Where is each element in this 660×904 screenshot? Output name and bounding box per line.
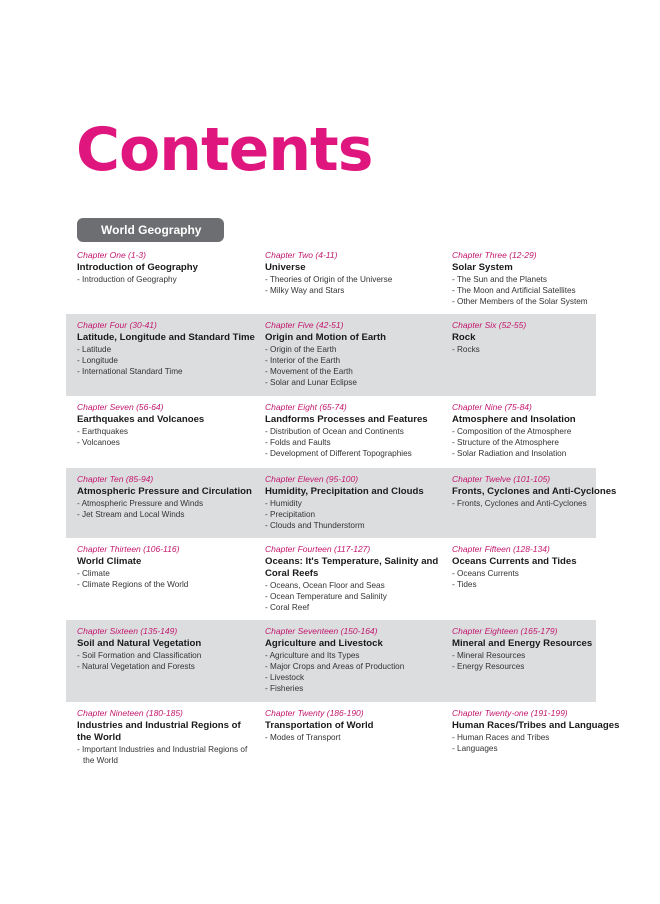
chapter-entry — [77, 708, 257, 766]
topic-item: - Other Members of the Solar System — [452, 296, 632, 307]
topic-list — [452, 732, 632, 754]
topic-list — [452, 568, 632, 590]
chapter-number: Chapter Nine — [452, 402, 503, 412]
topic-list — [265, 426, 445, 459]
chapter-label — [77, 320, 257, 331]
chapter-pages: (180-185) — [146, 708, 183, 718]
chapter-entry — [77, 250, 257, 285]
topic-item: - Important Industries and Industrial Regions of the World — [77, 744, 257, 766]
chapter-title: Atmospheric Pressure and Circulation — [77, 486, 252, 497]
chapter-label — [77, 402, 257, 413]
toc-row — [66, 702, 620, 778]
topic-item: - Introduction of Geography — [77, 274, 257, 285]
chapter-pages: (135-149) — [140, 626, 178, 636]
chapter-pages: (4-11) — [315, 250, 338, 260]
topic-item: - Coral Reef — [265, 602, 445, 613]
topic-item: - Rocks — [452, 344, 632, 355]
topic-item: - Earthquakes — [77, 426, 257, 437]
chapter-number: Chapter Seventeen — [265, 626, 339, 636]
topic-item: - Origin of the Earth — [265, 344, 445, 355]
chapter-label — [77, 474, 257, 485]
chapter-entry — [452, 708, 632, 754]
table-of-contents — [66, 244, 620, 778]
topic-item: - Clouds and Thunderstorm — [265, 520, 445, 531]
chapter-pages: (52-55) — [498, 320, 527, 330]
chapter-entry — [452, 402, 632, 459]
chapter-title: Solar System — [452, 262, 513, 273]
topic-item: - Movement of the Earth — [265, 366, 445, 377]
topic-list — [452, 650, 632, 672]
topic-list — [265, 274, 445, 296]
chapter-entry — [77, 474, 257, 520]
chapter-title: Atmosphere and Insolation — [452, 414, 576, 425]
chapter-title: Oceans: It's Temperature, Salinity and Coral Reefs — [265, 556, 439, 579]
chapter-number: Chapter Eight — [265, 402, 317, 412]
chapter-title: Human Races/Tribes and Languages — [452, 720, 620, 731]
chapter-number: Chapter Sixteen — [77, 626, 138, 636]
topic-item: - Longitude — [77, 355, 257, 366]
topic-item: - Climate Regions of the World — [77, 579, 257, 590]
chapter-label — [452, 544, 632, 555]
topic-list — [77, 650, 257, 672]
chapter-title: Rock — [452, 332, 476, 343]
topic-item: - Ocean Temperature and Salinity — [265, 591, 445, 602]
topic-item: - Fisheries — [265, 683, 445, 694]
chapter-pages: (150-164) — [340, 626, 378, 636]
toc-row — [66, 468, 617, 538]
chapter-entry — [452, 320, 632, 355]
chapter-pages: (42-51) — [316, 320, 344, 330]
chapter-title: Industries and Industrial Regions of the World — [77, 720, 241, 743]
toc-row — [66, 538, 596, 620]
chapter-pages: (186-190) — [326, 708, 364, 718]
chapter-pages: (117-127) — [334, 544, 371, 554]
topic-item: - Tides — [452, 579, 632, 590]
topic-item: - Solar Radiation and Insolation — [452, 448, 632, 459]
topic-item: - Agriculture and Its Types — [265, 650, 445, 661]
chapter-pages: (65-74) — [319, 402, 347, 412]
topic-item: - Volcanoes — [77, 437, 257, 448]
chapter-label — [265, 402, 445, 413]
topic-item: - Precipitation — [265, 509, 445, 520]
topic-list — [452, 498, 632, 509]
chapter-label — [452, 250, 632, 261]
chapter-pages: (12-29) — [509, 250, 537, 260]
chapter-label — [77, 250, 257, 261]
topic-list — [77, 344, 257, 377]
chapter-title: Earthquakes and Volcanoes — [77, 414, 205, 425]
chapter-title: World Climate — [77, 556, 142, 567]
topic-item: - Human Races and Tribes — [452, 732, 632, 743]
chapter-title: Introduction of Geography — [77, 262, 198, 273]
chapter-label — [77, 708, 257, 719]
topic-list — [77, 568, 257, 590]
chapter-label — [265, 708, 445, 719]
chapter-title: Oceans Currents and Tides — [452, 556, 577, 567]
chapter-pages: (85-94) — [125, 474, 154, 484]
chapter-number: Chapter Thirteen — [77, 544, 141, 554]
topic-item: - Major Crops and Areas of Production — [265, 661, 445, 672]
topic-list — [77, 744, 257, 766]
topic-list — [265, 344, 445, 388]
topic-item: - Solar and Lunar Eclipse — [265, 377, 445, 388]
topic-list — [77, 426, 257, 448]
chapter-label — [265, 544, 445, 555]
topic-item: - Climate — [77, 568, 257, 579]
chapter-label — [452, 320, 632, 331]
topic-item: - Oceans Currents — [452, 568, 632, 579]
chapter-entry — [452, 250, 632, 307]
chapter-label — [452, 474, 632, 485]
chapter-entry — [77, 402, 257, 448]
topic-item: - The Sun and the Planets — [452, 274, 632, 285]
chapter-entry — [77, 544, 257, 590]
topic-list — [265, 498, 445, 531]
topic-item: - Composition of the Atmosphere — [452, 426, 632, 437]
chapter-label — [77, 626, 257, 637]
topic-item: - International Standard Time — [77, 366, 257, 377]
chapter-pages: (56-64) — [136, 402, 164, 412]
topic-item: - Folds and Faults — [265, 437, 445, 448]
topic-item: - Mineral Resources — [452, 650, 632, 661]
chapter-entry — [77, 320, 257, 377]
topic-list — [265, 650, 445, 694]
topic-item: - Soil Formation and Classification — [77, 650, 257, 661]
chapter-entry — [265, 474, 445, 531]
chapter-label — [265, 474, 445, 485]
topic-list — [265, 732, 445, 743]
chapter-pages: (1-3) — [128, 250, 146, 260]
topic-list — [452, 426, 632, 459]
chapter-number: Chapter Five — [265, 320, 314, 330]
chapter-number: Chapter Two — [265, 250, 314, 260]
topic-item: - Milky Way and Stars — [265, 285, 445, 296]
topic-item: - Energy Resources — [452, 661, 632, 672]
chapter-pages: (106-116) — [143, 544, 180, 554]
topic-item: - Languages — [452, 743, 632, 754]
chapter-title: Mineral and Energy Resources — [452, 638, 593, 649]
chapter-label — [452, 402, 632, 413]
topic-item: - Atmospheric Pressure and Winds — [77, 498, 257, 509]
topic-item: - Fronts, Cyclones and Anti-Cyclones — [452, 498, 632, 509]
chapter-pages: (191-199) — [530, 708, 568, 718]
chapter-number: Chapter Twenty-one — [452, 708, 529, 718]
chapter-entry — [265, 708, 445, 743]
chapter-number: Chapter Fourteen — [265, 544, 332, 554]
topic-item: - Theories of Origin of the Universe — [265, 274, 445, 285]
chapter-entry — [452, 474, 632, 509]
chapter-pages: (165-179) — [520, 626, 558, 636]
chapter-title: Universe — [265, 262, 306, 273]
chapter-number: Chapter Fifteen — [452, 544, 511, 554]
chapter-entry — [265, 626, 445, 694]
chapter-entry — [452, 544, 632, 590]
chapter-number: Chapter Eleven — [265, 474, 324, 484]
chapter-number: Chapter Twelve — [452, 474, 511, 484]
chapter-title: Humidity, Precipitation and Clouds — [265, 486, 424, 497]
page-title: Contents — [76, 115, 373, 185]
toc-row — [66, 620, 596, 702]
chapter-title: Fronts, Cyclones and Anti-Cyclones — [452, 486, 617, 497]
topic-item: - Humidity — [265, 498, 445, 509]
chapter-number: Chapter Eighteen — [452, 626, 519, 636]
chapter-entry — [77, 626, 257, 672]
chapter-entry — [265, 250, 445, 296]
chapter-number: Chapter Seven — [77, 402, 134, 412]
chapter-number: Chapter Three — [452, 250, 507, 260]
toc-row — [66, 314, 596, 396]
topic-list — [452, 274, 632, 307]
chapter-label — [452, 626, 632, 637]
chapter-entry — [265, 320, 445, 388]
chapter-number: Chapter Four — [77, 320, 128, 330]
chapter-number: Chapter Twenty — [265, 708, 325, 718]
topic-item: - Livestock — [265, 672, 445, 683]
chapter-label — [77, 544, 257, 555]
toc-row — [66, 244, 596, 314]
chapter-pages: (95-100) — [325, 474, 359, 484]
chapter-label — [265, 320, 445, 331]
topic-item: - Structure of the Atmosphere — [452, 437, 632, 448]
chapter-entry — [265, 544, 445, 613]
chapter-number: Chapter Nineteen — [77, 708, 144, 718]
chapter-pages: (101-105) — [513, 474, 551, 484]
chapter-pages: (128-134) — [512, 544, 550, 554]
chapter-entry — [265, 402, 445, 459]
topic-item: - Latitude — [77, 344, 257, 355]
chapter-pages: (75-84) — [504, 402, 532, 412]
topic-list — [265, 580, 445, 613]
chapter-title: Soil and Natural Vegetation — [77, 638, 202, 649]
chapter-title: Origin and Motion of Earth — [265, 332, 386, 343]
topic-list — [77, 274, 257, 285]
topic-item: - Development of Different Topographies — [265, 448, 445, 459]
topic-item: - Oceans, Ocean Floor and Seas — [265, 580, 445, 591]
topic-list — [77, 498, 257, 520]
chapter-number: Chapter Ten — [77, 474, 124, 484]
chapter-label — [265, 626, 445, 637]
topic-item: - The Moon and Artificial Satellites — [452, 285, 632, 296]
chapter-title: Latitude, Longitude and Standard Time — [77, 332, 255, 343]
topic-item: - Interior of the Earth — [265, 355, 445, 366]
chapter-title: Landforms Processes and Features — [265, 414, 428, 425]
chapter-title: Agriculture and Livestock — [265, 638, 383, 649]
chapter-pages: (30-41) — [129, 320, 157, 330]
section-badge: World Geography — [77, 218, 224, 242]
chapter-label — [265, 250, 445, 261]
chapter-number: Chapter Six — [452, 320, 497, 330]
chapter-number: Chapter One — [77, 250, 126, 260]
topic-item: - Natural Vegetation and Forests — [77, 661, 257, 672]
chapter-label — [452, 708, 632, 719]
topic-item: - Jet Stream and Local Winds — [77, 509, 257, 520]
topic-item: - Modes of Transport — [265, 732, 445, 743]
toc-row — [66, 396, 596, 468]
topic-item: - Distribution of Ocean and Continents — [265, 426, 445, 437]
topic-list — [452, 344, 632, 355]
chapter-title: Transportation of World — [265, 720, 374, 731]
chapter-entry — [452, 626, 632, 672]
